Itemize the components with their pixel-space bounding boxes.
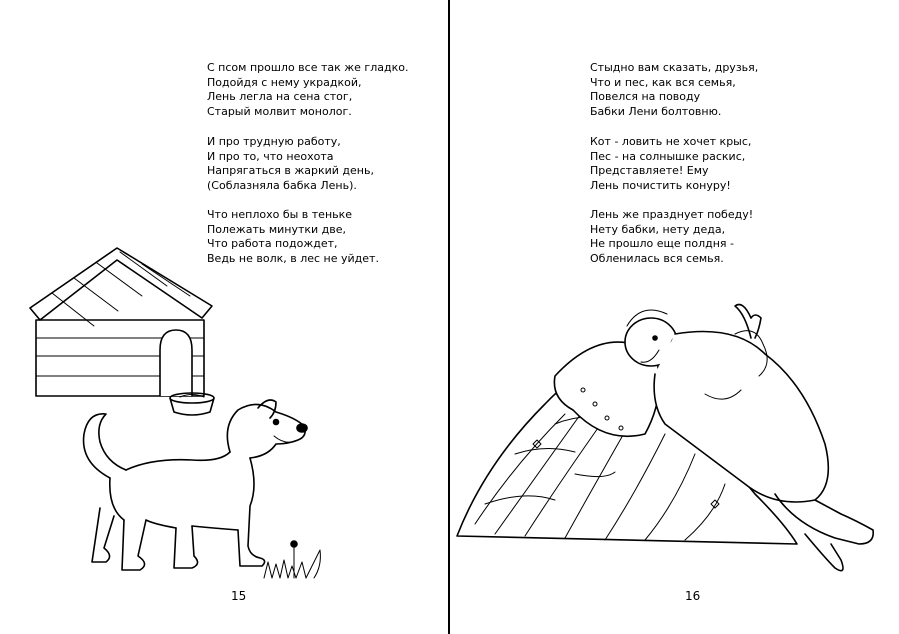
poem-line: (Соблазняла бабка Лень). bbox=[207, 178, 357, 192]
poem-line: И про то, что неохота bbox=[207, 149, 334, 163]
poem-line: Обленилась вся семья. bbox=[590, 251, 724, 265]
flower-grass-illustration bbox=[258, 532, 328, 582]
poem-line: Напрягаться в жаркий день, bbox=[207, 164, 374, 177]
poem-line: Лень почистить конуру! bbox=[590, 178, 731, 192]
poem-line: Кот - ловить не хочет крыс, bbox=[590, 135, 752, 148]
poem-line: И про трудную работу, bbox=[207, 135, 341, 148]
poem-line: С псом прошло все так же гладко. bbox=[207, 61, 409, 74]
haystack-woman-illustration bbox=[455, 294, 885, 584]
poem-line: Стыдно вам сказать, друзья, bbox=[590, 61, 759, 74]
left-stanza-1 bbox=[207, 61, 408, 119]
left-stanza-3 bbox=[207, 208, 379, 266]
poem-line: Нету бабки, нету деда, bbox=[590, 222, 726, 236]
poem-line: Бабки Лени болтовню. bbox=[590, 104, 722, 118]
poem-line: Что и пес, как вся семья, bbox=[590, 75, 736, 89]
poem-line: Ведь не волк, в лес не уйдет. bbox=[207, 251, 379, 265]
poem-line: Старый молвит монолог. bbox=[207, 104, 352, 118]
doghouse-illustration bbox=[22, 238, 222, 398]
poem-line: Не прошло еще полдня - bbox=[590, 237, 734, 250]
page-number-right: 16 bbox=[685, 589, 701, 603]
poem-line: Что работа подождет, bbox=[207, 237, 338, 250]
poem-line: Подойдя с нему украдкой, bbox=[207, 75, 362, 89]
poem-line: Повелся на поводу bbox=[590, 90, 701, 103]
poem-line: Представляете! Ему bbox=[590, 164, 709, 177]
poem-line: Лень легла на сена стог, bbox=[207, 90, 353, 103]
left-stanza-2 bbox=[207, 135, 374, 193]
page-divider bbox=[448, 0, 450, 634]
poem-line: Полежать минутки две, bbox=[207, 222, 347, 236]
page-number-left: 15 bbox=[231, 589, 247, 603]
right-stanza-2 bbox=[590, 135, 751, 193]
right-stanza-3 bbox=[590, 208, 753, 266]
right-stanza-1 bbox=[590, 61, 758, 119]
poem-line: Что неплохо бы в теньке bbox=[207, 208, 353, 221]
poem-line: Пес - на солнышке раскис, bbox=[590, 149, 746, 163]
poem-line: Лень же празднует победу! bbox=[590, 208, 754, 221]
